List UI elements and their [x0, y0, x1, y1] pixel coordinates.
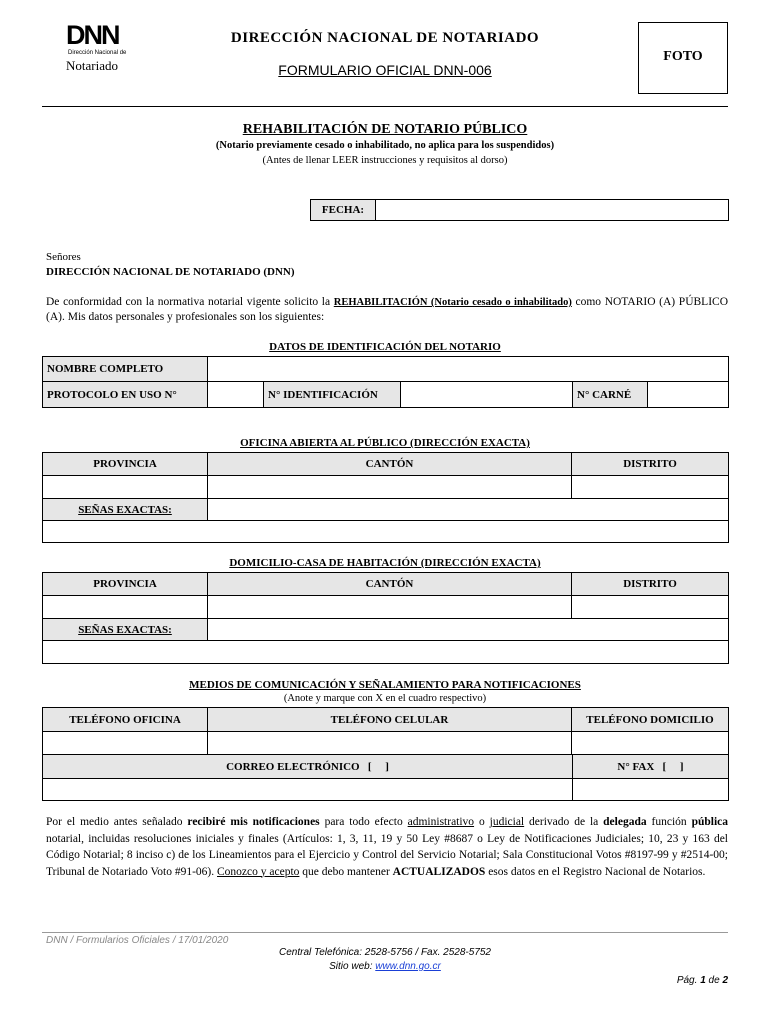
notice-bold: recibiré mis notificaciones [187, 816, 320, 828]
oficina-provincia-field[interactable] [42, 475, 208, 499]
domicilio-senas-text: SEÑAS EXACTAS: [78, 623, 172, 636]
intro-text-end: como NOTARIO (A) PÚBLICO (A). Mis datos personales y profesionales son los siguientes: [46, 296, 729, 323]
domicilio-distrito-label: DISTRITO [571, 572, 729, 596]
notice-text: esos datos en el Registro Nacional de Notarios. [485, 865, 706, 878]
notice-bold: ACTUALIZADOS [392, 865, 486, 878]
oficina-distrito-label: DISTRITO [571, 452, 729, 476]
notice-text: para todo efecto [319, 816, 408, 828]
fecha-field[interactable] [375, 199, 729, 221]
domicilio-canton-field[interactable] [207, 595, 572, 619]
notice-bold: delegada [603, 816, 647, 828]
oficina-provincia-label: PROVINCIA [42, 452, 208, 476]
website-link[interactable]: www.dnn.go.cr [375, 961, 441, 972]
fecha-label: FECHA: [310, 199, 376, 221]
logo-subtitle: Dirección Nacional de [68, 50, 127, 56]
photo-label: FOTO [663, 49, 703, 64]
medios-subtitle: (Anote y marque con X en el cuadro respectivo) [283, 693, 487, 704]
carne-field[interactable] [647, 381, 729, 408]
intro-highlight: REHABILITACIÓN (Notario cesado o inhabilitado) [333, 297, 572, 308]
page-of: de [705, 975, 723, 986]
notice-underline: administrativo [407, 816, 475, 828]
domicilio-senas-field[interactable] [207, 618, 729, 641]
page-current: 1 [700, 975, 706, 986]
identificacion-label: N° IDENTIFICACIÓN [263, 381, 401, 408]
notice-text: derivado de la [524, 816, 604, 828]
photo-box[interactable] [638, 22, 728, 94]
identificacion-field[interactable] [400, 381, 573, 408]
subject-title: REHABILITACIÓN DE NOTARIO PÚBLICO [242, 122, 528, 137]
oficina-canton-label: CANTÓN [207, 452, 572, 476]
tel-celular-field[interactable] [207, 731, 572, 755]
page-label: Pág. [676, 975, 701, 986]
oficina-senas-label [42, 498, 208, 521]
form-code: FORMULARIO OFICIAL DNN-006 [278, 62, 492, 78]
page-total: 2 [722, 975, 728, 986]
tel-domicilio-label: TELÉFONO DOMICILIO [571, 707, 729, 732]
tel-domicilio-field[interactable] [571, 731, 729, 755]
subject-note: (Notario previamente cesado o inhabilitado, no aplica para los suspendidos) [215, 140, 555, 151]
website-label: Sitio web: [329, 961, 376, 972]
notice-text: Por el medio antes señalado [46, 816, 188, 828]
oficina-title: OFICINA ABIERTA AL PÚBLICO (DIRECCIÓN EXACTA) [240, 437, 530, 449]
notification-paragraph [46, 814, 728, 880]
notice-underline: judicial [489, 816, 525, 828]
notice-underline: Conozco y acepto [217, 865, 300, 878]
tel-celular-label: TELÉFONO CELULAR [207, 707, 572, 732]
intro-paragraph [46, 295, 728, 325]
dnn-logo [60, 22, 140, 74]
notice-text: que debo mantener [299, 865, 393, 878]
intro-text: De conformidad con la normativa notarial vigente solicito la [46, 296, 334, 308]
fax-field[interactable] [572, 778, 729, 801]
salutation: Señores [46, 251, 81, 263]
domicilio-provincia-label: PROVINCIA [42, 572, 208, 596]
domicilio-provincia-field[interactable] [42, 595, 208, 619]
nombre-label: NOMBRE COMPLETO [42, 356, 208, 382]
correo-field[interactable] [42, 778, 573, 801]
carne-label: N° CARNÉ [572, 381, 648, 408]
header-divider [42, 106, 728, 107]
notice-bold: pública [691, 816, 728, 828]
document-title: DIRECCIÓN NACIONAL DE NOTARIADO [230, 30, 540, 46]
logo-mark: DNN [66, 20, 119, 50]
domicilio-distrito-field[interactable] [571, 595, 729, 619]
identificacion-title: DATOS DE IDENTIFICACIÓN DEL NOTARIO [269, 341, 501, 353]
recipient: DIRECCIÓN NACIONAL DE NOTARIADO (DNN) [46, 266, 295, 278]
subject-instructions: (Antes de llenar LEER instrucciones y requisitos al dorso) [262, 155, 508, 166]
fax-label[interactable]: N° FAX [ ] [572, 754, 729, 779]
notice-text: función [646, 816, 692, 828]
medios-title: MEDIOS DE COMUNICACIÓN Y SEÑALAMIENTO PARA NOTIFICACIONES [189, 679, 581, 691]
tel-oficina-field[interactable] [42, 731, 208, 755]
domicilio-canton-label: CANTÓN [207, 572, 572, 596]
tel-oficina-label: TELÉFONO OFICINA [42, 707, 208, 732]
footer-divider [42, 932, 728, 933]
footer-form-ref: DNN / Formularios Oficiales / 17/01/2020 [46, 935, 229, 946]
domicilio-title: DOMICILIO-CASA DE HABITACIÓN (DIRECCIÓN EXACTA) [229, 557, 541, 569]
oficina-senas-field[interactable] [207, 498, 729, 521]
notice-text: o [474, 816, 490, 828]
oficina-senas-text: SEÑAS EXACTAS: [78, 503, 172, 516]
oficina-senas-field-2[interactable] [42, 520, 729, 543]
footer-website [42, 961, 728, 972]
page-number [600, 975, 728, 986]
domicilio-senas-field-2[interactable] [42, 640, 729, 664]
logo-name: Notariado [66, 58, 118, 73]
protocolo-label: PROTOCOLO EN USO N° [42, 381, 208, 408]
oficina-canton-field[interactable] [207, 475, 572, 499]
domicilio-senas-label [42, 618, 208, 641]
nombre-field[interactable] [207, 356, 729, 382]
notice-text: notarial, incluidas resoluciones iniciales y finales (Artículos: 1, 3, 11, 19 y 50 Ley #8687 o Ley de Notificaciones Judiciales; 10, 23 y 163 del Código Notarial; 8 inciso c) de los Lineamientos para el Ejercicio y Control del Servicio Notarial; Sala Constitucional Votos #8197-99 y #2514-00; Tribunal de Notariado Voto #91-06). [46, 832, 728, 878]
footer-phone: Central Telefónica: 2528-5756 / Fax. 2528-5752 [279, 947, 491, 958]
correo-label[interactable]: CORREO ELECTRÓNICO [ ] [42, 754, 573, 779]
oficina-distrito-field[interactable] [571, 475, 729, 499]
protocolo-field[interactable] [207, 381, 264, 408]
